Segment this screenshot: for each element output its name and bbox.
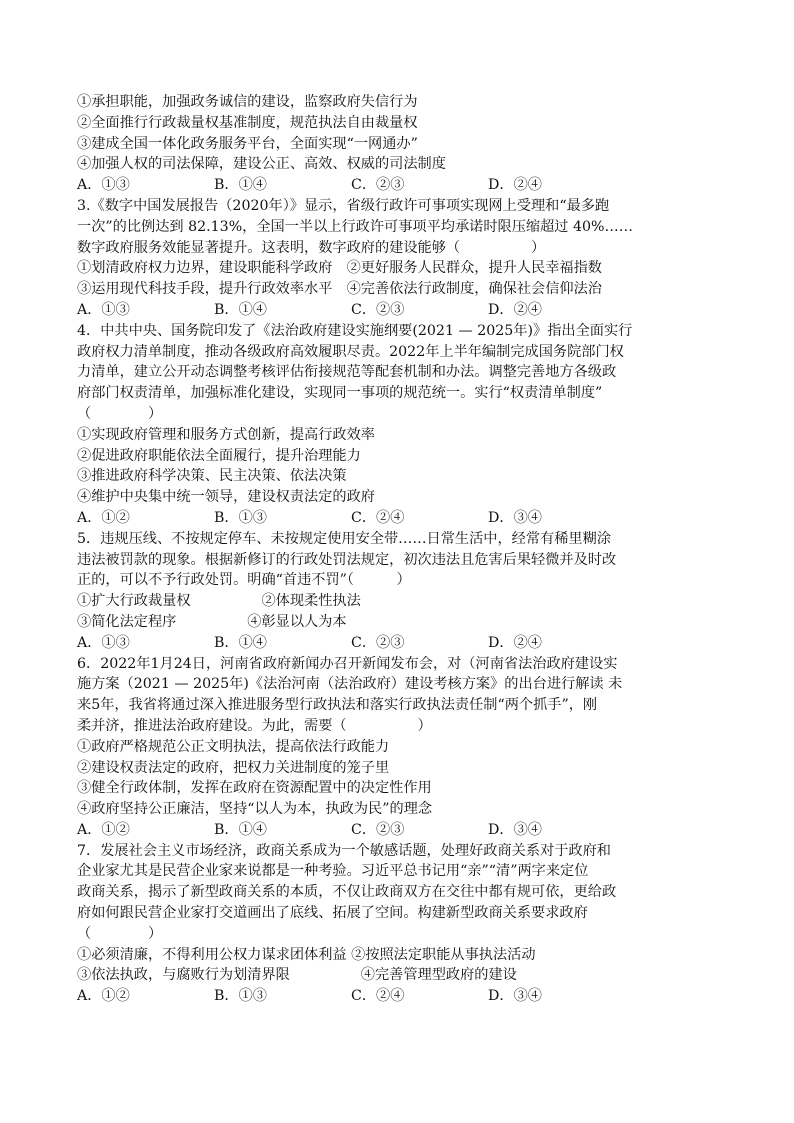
answer-option: C．②④ <box>351 988 405 1005</box>
answer-options <box>77 508 717 529</box>
answer-options <box>77 300 717 321</box>
answer-option: A．①③ <box>77 634 130 651</box>
answer-option: D．③④ <box>488 988 542 1005</box>
answer-option: D．③④ <box>488 821 542 838</box>
answer-option: A．①② <box>77 509 130 526</box>
answer-option: A．①③ <box>77 301 130 318</box>
text-line: 力清单，建立公开动态调整考核评估衔接规范等配套机制和办法。调整完善地方各级政 <box>77 364 617 381</box>
answer-option: C．②③ <box>351 177 405 194</box>
text-line: 4．中共中央、国务院印发了《法治政府建设实施纲要(2021 — 2025年)》指出全面实行 <box>77 322 633 339</box>
text-line: 违法被罚款的现象。根据新修订的行政处罚法规定，初次违法且危害后果轻微并及时改 <box>77 551 617 568</box>
answer-option: D．②④ <box>488 301 542 318</box>
text-line: ①扩大行政裁量权 ②体现柔性执法 <box>77 593 361 610</box>
text-line: 企业家尤其是民营企业家来说都是一种考验。习近平总书记用“亲”“清”两字来定位 <box>77 863 589 880</box>
text-line: ③运用现代科技手段，提升行政效率水平 ④完善依法行政制度，确保社会信仰法治 <box>77 281 602 298</box>
text-line: ③简化法定程序 ④彰显以人为本 <box>77 613 347 630</box>
answer-option: D．②④ <box>488 634 542 651</box>
answer-option: B．①④ <box>214 821 267 838</box>
answer-option: C．②③ <box>351 634 405 651</box>
exam-page <box>77 92 717 1007</box>
answer-options <box>77 986 717 1007</box>
text-line: 政商关系，揭示了新型政商关系的本质，不仅让政商双方在交往中都有规可依，更给政 <box>77 884 617 901</box>
text-line: ④政府坚持公正廉洁，坚持“以人为本，执政为民”的理念 <box>77 801 433 818</box>
answer-option: B．①③ <box>214 988 267 1005</box>
text-line: 政府权力清单制度，推动各级政府高效履职尽责。2022年上半年编制完成国务院部门权 <box>77 343 624 360</box>
answer-options <box>77 175 717 196</box>
text-line: ①实现政府管理和服务方式创新，提高行政效率 <box>77 426 375 443</box>
text-line: 5．违规压线、不按规定停车、未按规定使用安全带……日常生活中，经常有稀里糊涂 <box>77 530 611 547</box>
text-line: 正的，可以不予行政处罚。明确“首违不罚”（ ） <box>77 572 411 589</box>
text-line: 6．2022年1月24日，河南省政府新闻办召开新闻发布会，对（河南省法治政府建设实 <box>77 655 618 672</box>
answer-option: C．②③ <box>351 821 405 838</box>
answer-option: B．①④ <box>214 301 267 318</box>
text-line: ①划清政府权力边界，建设职能科学政府 ②更好服务人民群众，提升人民幸福指数 <box>77 260 602 277</box>
answer-option: C．②③ <box>351 301 405 318</box>
answer-option: A．①③ <box>77 177 130 194</box>
answer-option: A．①② <box>77 821 130 838</box>
answer-options <box>77 633 717 654</box>
text-line: 府部门权责清单，加强标准化建设，实现同一事项的规范统一。实行“权责清单制度” <box>77 385 603 402</box>
text-line: 施方案（2021 — 2025年)《法治河南（法治政府）建设考核方案》的出台进行解读 未 <box>77 676 623 693</box>
text-line: ③依法执政，与腐败行为划清界限 ④完善管理型政府的建设 <box>77 967 517 984</box>
text-line: ①必须清廉，不得利用公权力谋求团体利益 ②按照法定职能从事执法活动 <box>77 946 536 963</box>
text-line: 来5年，我省将通过深入推进服务型行政执法和落实行政执法责任制“两个抓手”，刚 <box>77 697 598 714</box>
answer-option: B．①④ <box>214 177 267 194</box>
text-line: （ ） <box>77 925 163 942</box>
text-line: ③推进政府科学决策、民主决策、依法决策 <box>77 468 347 485</box>
text-line: 7．发展社会主义市场经济，政商关系成为一个敏感话题，处理好政商关系对于政府和 <box>77 842 611 859</box>
text-line: 一次”的比例达到 82.13%，全国一半以上行政许可事项平均承诺时限压缩超过 40%…… <box>77 218 633 235</box>
answer-option: C．②④ <box>351 509 405 526</box>
answer-option: B．①③ <box>214 509 267 526</box>
text-line: 府如何跟民营企业家打交道画出了底线、拓展了空间。构建新型政商关系要求政府 <box>77 905 588 922</box>
answer-option: D．②④ <box>488 177 542 194</box>
text-line: （ ） <box>77 405 163 422</box>
text-line: ③建成全国一体化政务服务平台，全面实现“一网通办” <box>77 135 418 152</box>
text-line: ④维护中央集中统一领导，建设权责法定的政府 <box>77 489 375 506</box>
answer-option: A．①② <box>77 988 130 1005</box>
text-line: ③健全行政体制，发挥在政府在资源配置中的决定性作用 <box>77 780 432 797</box>
text-line: ②建设权责法定的政府，把权力关进制度的笼子里 <box>77 759 390 776</box>
text-line: 柔并济，推进法治政府建设。为此，需要（ ） <box>77 717 432 734</box>
answer-option: B．①④ <box>214 634 267 651</box>
text-line: 数字政府服务效能显著提升。这表明，数字政府的建设能够（ ） <box>77 239 546 256</box>
answer-option: D．③④ <box>488 509 542 526</box>
text-line: ①承担职能，加强政务诚信的建设，监察政府失信行为 <box>77 94 418 110</box>
text-line: ②全面推行行政裁量权基准制度，规范执法自由裁量权 <box>77 114 418 131</box>
text-line: 3.《数字中国发展报告（2020年）》显示，省级行政许可事项实现网上受理和“最多跑 <box>77 197 610 214</box>
text-line: ①政府严格规范公正文明执法，提高依法行政能力 <box>77 738 390 755</box>
text-line: ④加强人权的司法保障，建设公正、高效、权威的司法制度 <box>77 156 446 173</box>
answer-options <box>77 820 717 841</box>
text-line: ②促进政府职能依法全面履行，提升治理能力 <box>77 447 361 464</box>
